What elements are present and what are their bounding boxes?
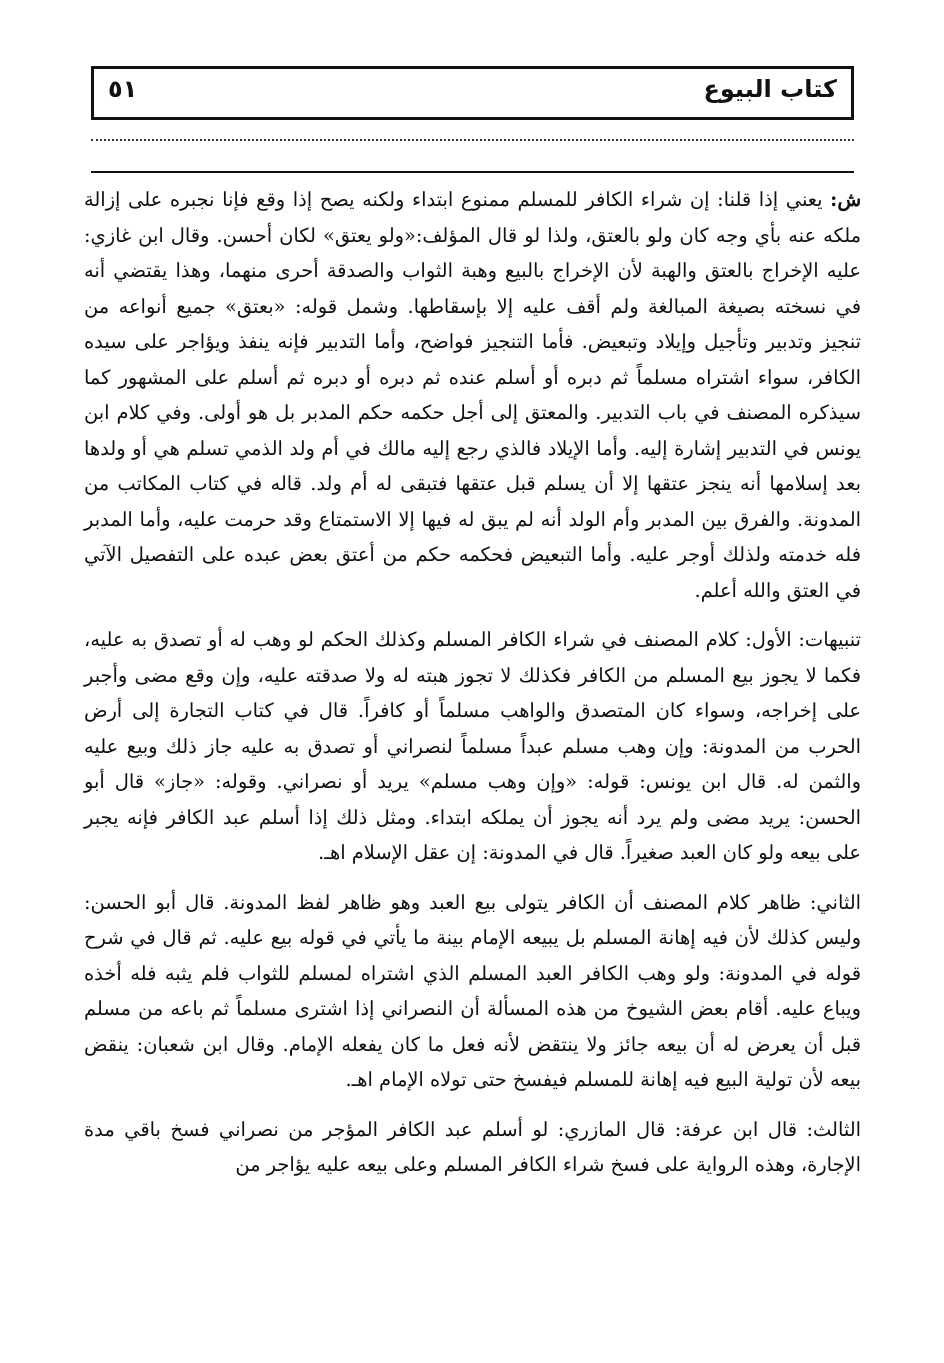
- page-header: [91, 66, 854, 120]
- paragraph-third-note: [84, 1112, 861, 1183]
- paragraph-second-note: [84, 885, 861, 1098]
- header-rule: [91, 171, 854, 173]
- paragraph-first-note: [84, 622, 861, 871]
- paragraph-explanation: [84, 182, 861, 608]
- page-number: ٥١: [108, 75, 138, 103]
- paragraph-body: الثاني: ظاهر كلام المصنف أن الكافر يتولى بيع العبد وهو ظاهر لفظ المدونة. قال أبو الحسن: وليس كذلك لأن فيه إهانة المسلم بل يبيعه الإمام بينة ما يأتي في قوله بيع عليه. ثم قال في شرح قوله في المدونة: ولو وهب الكافر العبد المسلم الذي اشتراه لمسلم للثواب فلم يثبه فله أخذه ويباع عليه. أقام بعض الشيوخ من هذه المسألة أن النصراني إذا اشترى مسلماً ثم باعه من مسلم قبل أن يعرض له أن بيعه جائز ولا ينتقض لأنه فعل ما كان يفعله الإمام. وقال ابن شعبان: ينقض بيعه لأن تولية البيع فيه إهانة للمسلم فيفسخ حتى تولاه الإمام اهـ.: [84, 890, 861, 1091]
- paragraph-body: يعني إذا قلنا: إن شراء الكافر للمسلم ممنوع ابتداء ولكنه يصح إذا وقع فإنا نجبره على إزالة ملكه عنه بأي وجه كان ولو بالعتق، ولذا لو قال المؤلف:«ولو يعتق» لكان أحسن. وقال ابن غازي: عليه الإخراج بالعتق والهبة لأن الإخراج بالبيع وهبة الثواب والصدقة أحرى منهما، وهذا يقتضي أنه في نسخته بصيغة المبالغة ولم أقف عليه إلا بإسقاطها. وشمل قوله: «بعتق» جميع أنواعه من تنجيز وتدبير وتأجيل وإيلاد وتبعيض. فأما التنجيز فواضح، وأما التدبير فإنه ينفذ ويؤاجر على سيده الكافر، سواء اشتراه مسلماً ثم دبره أو أسلم عنده ثم دبره أو دبره ثم أسلم على المشهور كما سيذكره المصنف في باب التدبير. والمعتق إلى أجل حكمه حكم المدبر بل هو أولى. وفي كلام ابن يونس في التدبير إشارة إليه. وأما الإيلاد فالذي رجع إليه مالك في أم ولد الذمي تسلم هي أو ولدها بعد إسلامها أنه ينجز عتقها إلا أن يسلم قبل عتقها فتبقى له أم ولد. قاله في كتاب المكاتب من المدونة. والفرق بين المدبر وأم الولد أنه لم يبق له فيها إلا الاستمتاع وقد حرمت عليه، وأما المدبر فله خدمته ولذلك أوجر عليه. وأما التبعيض فحكمه حكم من أعتق بعض عبده على التفصيل الآتي في العتق والله أعلم.: [84, 188, 861, 602]
- commentary-text: [84, 182, 861, 1183]
- paragraph-body: تنبيهات: الأول: كلام المصنف في شراء الكافر المسلم وكذلك الحكم لو وهب له أو تصدق به عليه، فكما لا يجوز بيع المسلم من الكافر فكذلك لا تجوز هبته له ولا صدقته عليه، وإن وقع مضى وأجبر على إخراجه، وسواء كان المتصدق والواهب مسلماً أو كافراً. قال في كتاب التجارة إلى أرض الحرب من المدونة: وإن وهب مسلم عبداً مسلماً لنصراني أو تصدق به عليه جاز ذلك وبيع عليه والثمن له. قال ابن يونس: قوله: «وإن وهب مسلم» يريد أو نصراني. وقوله: «جاز» قال أبو الحسن: يريد مضى ولم يرد أنه يجوز أن يملكه ابتداء. ومثل ذلك إذا أسلم عبد الكافر فإنه يجبر على بيعه ولو كان العبد صغيراً. قال في المدونة: إن عقل الإسلام اهـ.: [84, 628, 861, 864]
- paragraph-body: الثالث: قال ابن عرفة: قال المازري: لو أسلم عبد الكافر المؤجر من نصراني فسخ باقي مدة الإجارة، وهذه الرواية على فسخ شراء الكافر المسلم وعلى بيعه عليه يؤاجر من: [84, 1117, 861, 1176]
- dotted-separator: [91, 139, 854, 141]
- chapter-title: كتاب البيوع: [703, 75, 837, 103]
- paragraph-lead: ش:: [830, 188, 861, 211]
